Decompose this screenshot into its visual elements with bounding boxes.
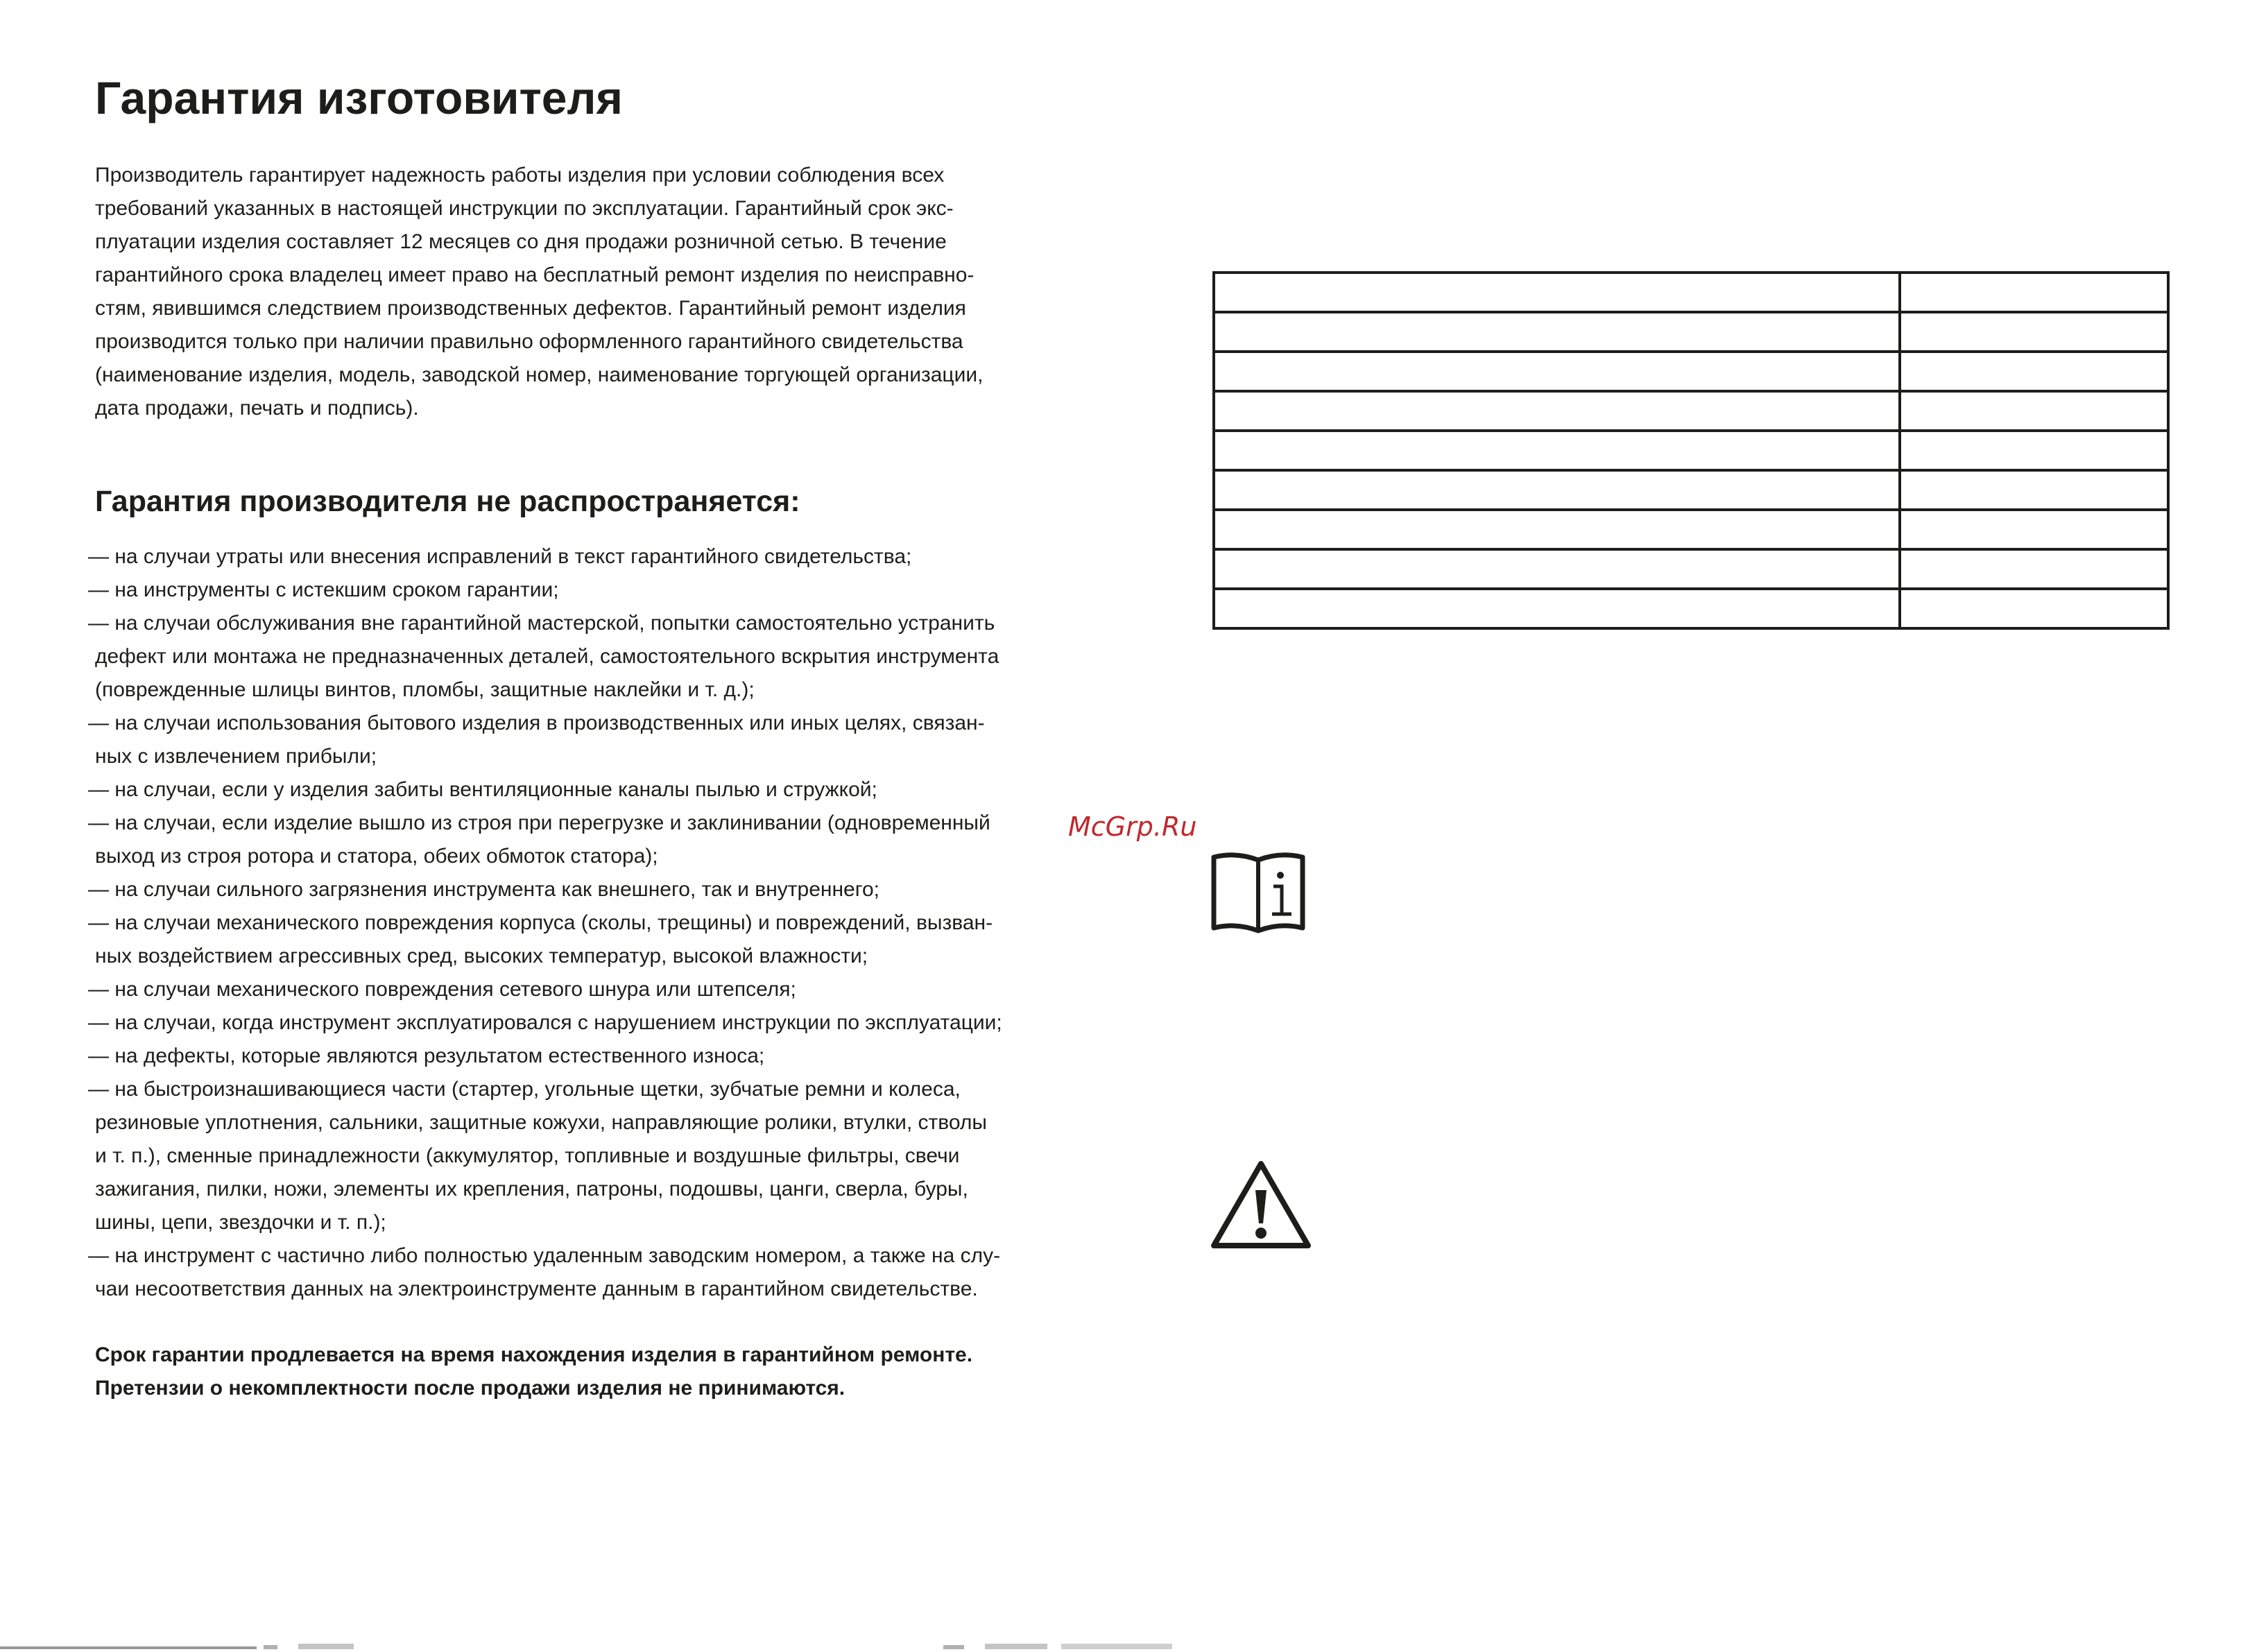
page-edge-marks (0, 1637, 2266, 1652)
list-item-line: — на случаи сильного загрязнения инструмента как внешнего, так и внутреннего; (88, 878, 879, 901)
table-row (1214, 510, 2168, 549)
table-cell (1900, 391, 2168, 431)
intro-line: Производитель гарантирует надежность работы изделия при условии соблюдения всех (95, 164, 945, 187)
list-item-line: — на инструменты с истекшим сроком гарантии; (88, 578, 559, 601)
table-cell (1900, 589, 2168, 628)
closing-line: Срок гарантии продлевается на время нахождения изделия в гарантийном ремонте. (95, 1343, 973, 1366)
list-item (88, 607, 1073, 707)
closing-line: Претензии о некомплектности после продажи изделия не принимаются. (95, 1377, 846, 1400)
table-row (1214, 470, 2168, 510)
table-row (1214, 431, 2168, 470)
list-item (88, 873, 1073, 906)
intro-paragraph (95, 159, 1052, 425)
intro-line: стям, явившимся следствием производственных дефектов. Гарантийный ремонт изделия (95, 297, 966, 320)
list-item-line: — на случаи утраты или внесения исправлений в текст гарантийного свидетельства; (88, 545, 912, 568)
list-item-line: — на случаи механического повреждения сетевого шнура или штепселя; (88, 978, 796, 1001)
table-cell (1214, 431, 1900, 470)
table-row (1214, 273, 2168, 312)
list-item-line: зажигания, пилки, ножи, элементы их крепления, патроны, подошвы, цанги, сверла, буры, (95, 1178, 968, 1201)
list-item-line: шины, цепи, звездочки и т. п.); (95, 1211, 386, 1234)
table-cell (1900, 549, 2168, 589)
list-item-line: ных воздействием агрессивных сред, высоких температур, высокой влажности; (95, 945, 868, 967)
warning-icon (1210, 1158, 1312, 1250)
exclusions-heading: Гарантия производителя не распространяется: (95, 485, 800, 518)
table-cell (1900, 510, 2168, 549)
list-item-line: — на случаи, если у изделия забиты вентиляционные каналы пылью и стружкой; (88, 778, 877, 801)
warranty-record-table (1212, 271, 2170, 630)
list-item (88, 707, 1073, 773)
table-row (1214, 589, 2168, 628)
list-item-line: резиновые уплотнения, сальники, защитные кожухи, направляющие ролики, втулки, стволы (95, 1111, 987, 1134)
table-cell (1900, 470, 2168, 510)
table-row (1214, 391, 2168, 431)
list-item (88, 773, 1073, 807)
list-item-line: ных с извлечением прибыли; (95, 745, 377, 768)
table-cell (1214, 391, 1900, 431)
list-item (88, 1239, 1073, 1306)
table-cell (1214, 273, 1900, 312)
watermark: McGrp.Ru (1068, 811, 1197, 842)
table-cell (1900, 312, 2168, 352)
closing-note (95, 1339, 972, 1405)
list-item-line: — на быстроизнашивающиеся части (стартер, угольные щетки, зубчатые ремни и колеса, (88, 1078, 961, 1101)
page-title: Гарантия изготовителя (95, 72, 623, 123)
list-item-line: дефект или монтажа не предназначенных деталей, самостоятельного вскрытия инструмента (95, 645, 999, 668)
table-cell (1214, 510, 1900, 549)
list-item-line: чаи несоответствия данных на электроинструменте данным в гарантийном свидетельстве. (95, 1277, 978, 1300)
list-item (88, 1040, 1073, 1073)
table-cell (1214, 470, 1900, 510)
intro-line: производится только при наличии правильно оформленного гарантийного свидетельства (95, 330, 963, 353)
intro-line: плуатации изделия составляет 12 месяцев со дня продажи розничной сетью. В течение (95, 230, 947, 253)
table-row (1214, 352, 2168, 391)
list-item (88, 1006, 1073, 1040)
table-cell (1900, 352, 2168, 391)
list-item (88, 906, 1073, 973)
table-cell (1214, 312, 1900, 352)
list-item-line: — на случаи, если изделие вышло из строя при перегрузке и заклинивании (одновременный (88, 811, 990, 834)
list-item (88, 1073, 1073, 1239)
table-cell (1900, 431, 2168, 470)
list-item-line: выход из строя ротора и статора, обеих обмоток статора); (95, 845, 658, 868)
intro-line: (наименование изделия, модель, заводской номер, наименование торгующей организации, (95, 363, 984, 386)
list-item-line: (поврежденные шлицы винтов, пломбы, защитные наклейки и т. д.); (95, 678, 755, 701)
table-row (1214, 549, 2168, 589)
table-cell (1214, 352, 1900, 391)
list-item (88, 540, 1073, 574)
intro-line: дата продажи, печать и подпись). (95, 397, 419, 420)
exclusions-list (88, 540, 1073, 1306)
table-cell (1214, 589, 1900, 628)
info-manual-icon (1210, 850, 1307, 935)
intro-line: требований указанных в настоящей инструкции по эксплуатации. Гарантийный срок экс- (95, 197, 954, 220)
table-cell (1214, 549, 1900, 589)
list-item-line: — на случаи использования бытового изделия в производственных или иных целях, связан- (88, 712, 985, 734)
list-item (88, 973, 1073, 1006)
list-item-line: — на случаи механического повреждения корпуса (сколы, трещины) и повреждений, вызван- (88, 911, 993, 934)
table-cell (1900, 273, 2168, 312)
list-item-line: и т. п.), сменные принадлежности (аккумулятор, топливные и воздушные фильтры, свечи (95, 1144, 960, 1167)
list-item (88, 807, 1073, 873)
list-item-line: — на случаи, когда инструмент эксплуатировался с нарушением инструкции по эксплуатации; (88, 1011, 1002, 1034)
list-item-line: — на дефекты, которые являются результатом естественного износа; (88, 1044, 765, 1067)
list-item-line: — на инструмент с частично либо полностью удаленным заводским номером, а также на слу- (88, 1244, 1001, 1267)
table-row (1214, 312, 2168, 352)
intro-line: гарантийного срока владелец имеет право на бесплатный ремонт изделия по неисправно- (95, 264, 975, 286)
list-item (88, 574, 1073, 607)
list-item-line: — на случаи обслуживания вне гарантийной мастерской, попытки самостоятельно устранить (88, 612, 995, 635)
